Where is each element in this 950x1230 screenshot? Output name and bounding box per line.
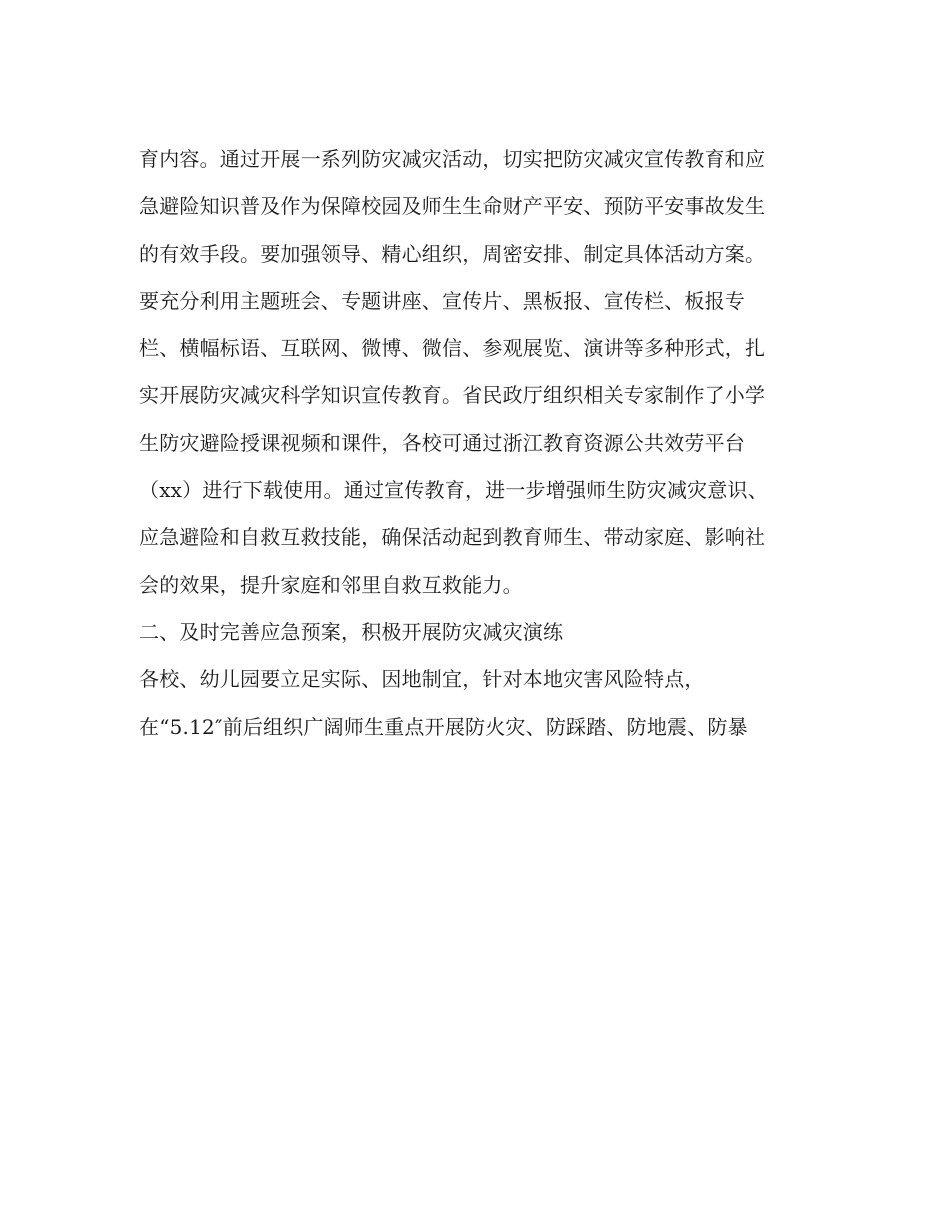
body-line-3: 的有效手段。要加强领导、精心组织，周密安排、制定具体活动方案。	[139, 241, 766, 266]
body-line-7: 生防灾避险授课视频和课件，各校可通过浙江教育资源公共效劳平台	[139, 430, 745, 455]
body-line-13: 在“5.12″前后组织广阔师生重点开展防火灾、防踩踏、防地震、防暴	[139, 714, 748, 739]
body-line-1: 育内容。通过开展一系列防灾减灾活动，切实把防灾减灾宣传教育和应	[139, 147, 766, 171]
body-line-5: 栏、横幅标语、互联网、微博、微信、参观展览、演讲等多种形式，扎	[139, 336, 766, 361]
section-heading: 二、及时完善应急预案，积极开展防灾减灾演练	[139, 619, 564, 644]
body-line-12: 各校、幼儿园要立足实际、因地制宜，针对本地灾害风险特点，	[139, 667, 705, 692]
body-line-4: 要充分利用主题班会、专题讲座、宣传片、黑板报、宣传栏、板报专	[139, 288, 745, 313]
body-line-6: 实开展防灾减灾科学知识宣传教育。省民政厅组织相关专家制作了小学	[139, 383, 766, 408]
body-line-9: 应急避险和自救互救技能，确保活动起到教育师生、带动家庭、影响社	[139, 525, 766, 550]
body-line-8: （xx）进行下载使用。通过宣传教育，进一步增强师生防灾减灾意识、	[139, 478, 768, 503]
body-line-10: 会的效果，提升家庭和邻里自救互救能力。	[139, 572, 523, 597]
document-body	[139, 136, 819, 751]
body-line-2: 急避险知识普及作为保障校园及师生生命财产平安、预防平安事故发生	[139, 194, 766, 219]
